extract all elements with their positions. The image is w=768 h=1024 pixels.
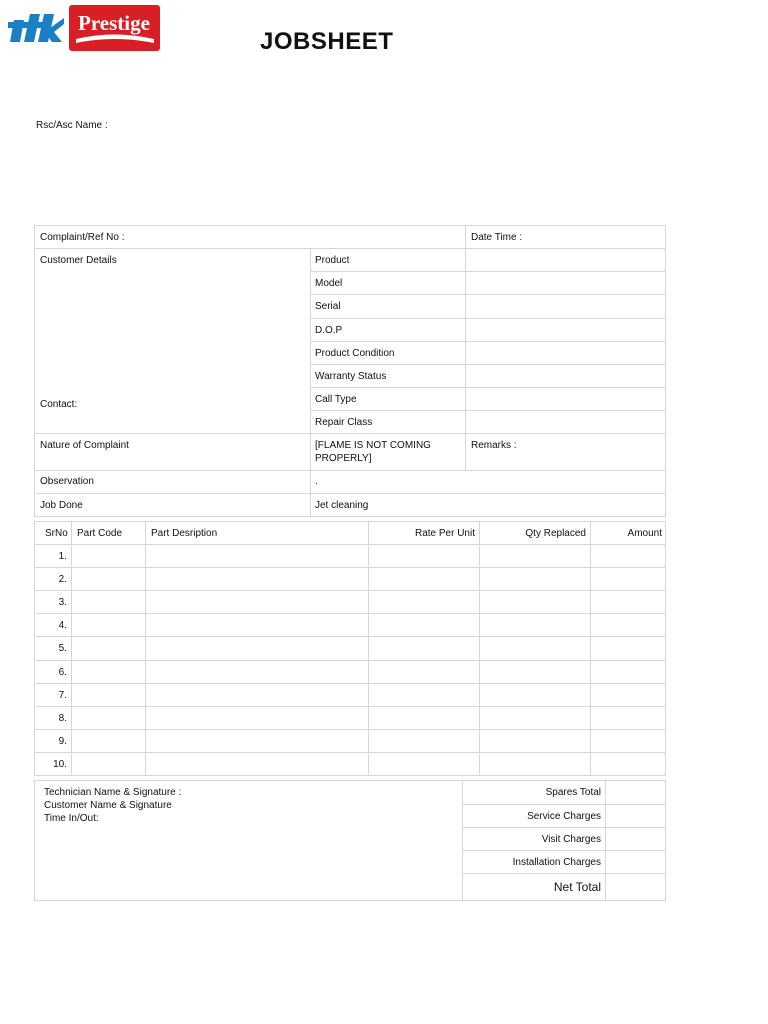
row-divider — [34, 706, 666, 707]
row-divider — [34, 683, 666, 684]
row-divider — [34, 660, 666, 661]
row-srno: 6. — [58, 667, 67, 678]
row-srno: 8. — [58, 713, 67, 724]
page-title: JOBSHEET — [260, 28, 394, 55]
row-srno: 5. — [58, 643, 67, 654]
observation-value: . — [315, 476, 318, 487]
col-qty-replaced: Qty Replaced — [525, 528, 586, 539]
customer-details-label: Customer Details — [40, 255, 117, 266]
col-part-code: Part Code — [77, 528, 123, 539]
date-time-label: Date Time : — [471, 232, 523, 243]
customer-signature-label: Customer Name & Signature — [44, 800, 172, 811]
rsc-asc-name-label: Rsc/Asc Name : — [36, 120, 108, 131]
contact-label: Contact: — [40, 399, 78, 410]
field-warranty-status: Warranty Status — [315, 371, 387, 382]
field-dop: D.O.P — [315, 325, 343, 336]
field-serial: Serial — [315, 301, 341, 312]
complaint-ref-label: Complaint/Ref No : — [40, 232, 125, 243]
row-divider — [34, 636, 666, 637]
technician-signature-label: Technician Name & Signature : — [44, 787, 182, 798]
col-amount: Amount — [627, 528, 662, 539]
spares-total-label: Spares Total — [545, 787, 601, 798]
row-srno: 7. — [58, 690, 67, 701]
col-rate-per-unit: Rate Per Unit — [414, 528, 475, 539]
job-done-label: Job Done — [40, 500, 83, 511]
nature-of-complaint-label: Nature of Complaint — [40, 440, 129, 451]
nature-of-complaint-value-line1: [FLAME IS NOT COMING — [315, 440, 431, 451]
row-divider — [34, 613, 666, 614]
service-charges-label: Service Charges — [527, 811, 601, 822]
visit-charges-label: Visit Charges — [541, 834, 601, 845]
col-srno: SrNo — [45, 528, 68, 539]
parts-header-divider — [34, 544, 666, 545]
row-divider — [34, 752, 666, 753]
field-model: Model — [315, 278, 343, 289]
net-total-label: Net Total — [553, 880, 601, 894]
parts-table — [34, 521, 666, 776]
row-divider — [34, 567, 666, 568]
time-in-out-label: Time In/Out: — [44, 813, 99, 824]
prestige-logo — [68, 4, 161, 52]
col-part-description: Part Desription — [151, 528, 218, 539]
remarks-label: Remarks : — [471, 440, 517, 451]
installation-charges-label: Installation Charges — [512, 857, 601, 868]
row-srno: 2. — [58, 574, 67, 585]
nature-of-complaint-value-line2: PROPERLY] — [315, 453, 372, 464]
row-divider — [34, 729, 666, 730]
row-divider — [34, 590, 666, 591]
svg-text:Prestige: Prestige — [78, 11, 150, 35]
field-call-type: Call Type — [315, 394, 357, 405]
row-srno: 9. — [58, 736, 67, 747]
field-product-condition: Product Condition — [315, 348, 395, 359]
observation-label: Observation — [40, 476, 94, 487]
row-srno: 4. — [58, 620, 67, 631]
field-product: Product — [315, 255, 350, 266]
row-srno: 10. — [53, 759, 67, 770]
row-srno: 3. — [58, 597, 67, 608]
job-done-value: Jet cleaning — [315, 500, 369, 511]
field-repair-class: Repair Class — [315, 417, 373, 428]
row-srno: 1. — [58, 551, 67, 562]
ttk-logo — [8, 8, 66, 48]
